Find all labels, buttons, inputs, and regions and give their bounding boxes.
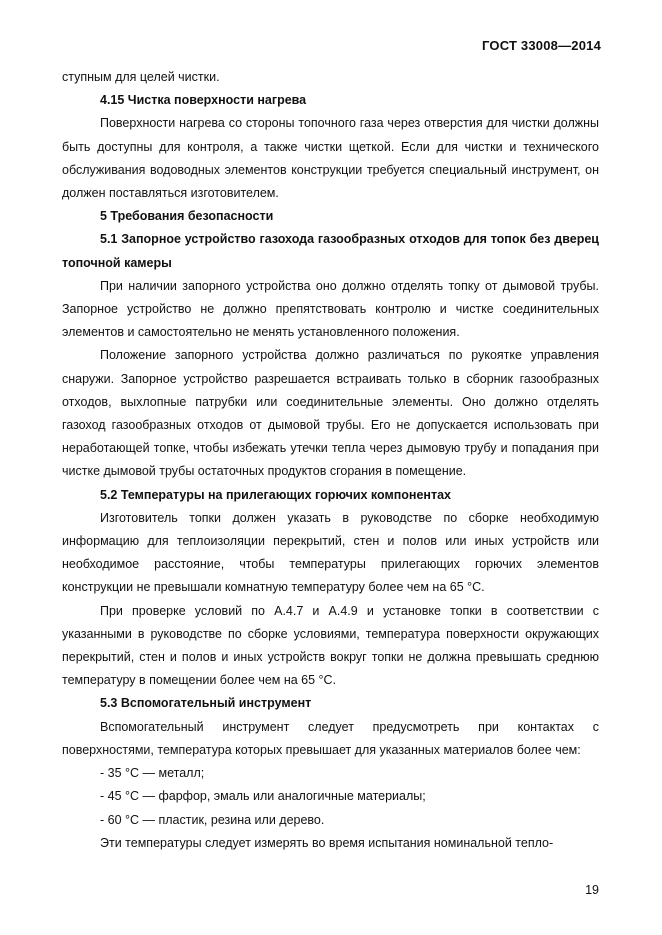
section-heading-5-2: 5.2 Температуры на прилегающих горючих компонентах (100, 487, 452, 502)
paragraph: При проверке условий по А.4.7 и А.4.9 и установке топки в соответствии с указанными в руководстве по сборке условиями, температура поверхности окружающих перекрытий, стен и полов и иных устройств вокруг топки не должна превышать среднюю температуру в помещении более чем на 65 °С. (62, 603, 599, 688)
section-heading-5-1: 5.1 Запорное устройство газохода газообразных отходов для топок без дверец топочной камеры (62, 232, 599, 270)
paragraph: Положение запорного устройства должно различаться по рукоятке управления снаружи. Запорное устройство разрешается встраивать только в сборник газообразных отходов, выхлопные патрубки или соединительные элементы. Оно должно отделять газоход газообразных отходов от дымовой трубы. Его не допускается использовать при неработающей топке, чтобы избежать утечки тепла через дымовую трубу и попадания при чистке дымовой трубы остаточных продуктов сгорания в помещение. (62, 348, 599, 479)
list-item: - 45 °С — фарфор, эмаль или аналогичные материалы; (100, 789, 426, 804)
paragraph: Изготовитель топки должен указать в руководстве по сборке необходимую информацию для теплоизоляции перекрытий, стен и полов или иных устройств или необходимое расстояние, чтобы температуры прилегающих горючих элементов конструкции не превышали комнатную температуру более чем на 65 °С. (62, 510, 599, 595)
paragraph: Эти температуры следует измерять во время испытания номинальной тепло- (100, 835, 554, 850)
list-item: - 60 °С — пластик, резина или дерево. (100, 812, 325, 827)
continuation-text: ступным для целей чистки. (62, 70, 220, 84)
paragraph: Вспомогательный инструмент следует предусмотреть при контактах с поверхностями, температура которых превышает для указанных материалов более чем: (62, 719, 599, 757)
page-number: 19 (585, 883, 599, 897)
paragraph: При наличии запорного устройства оно должно отделять топку от дымовой трубы. Запорное устройство не должно препятствовать контролю и чистке соединительных элементов и самостоятельно не менять установленного положения. (62, 278, 599, 340)
section-heading-4-15: 4.15 Чистка поверхности нагрева (100, 93, 307, 108)
section-heading-5-3: 5.3 Вспомогательный инструмент (100, 696, 312, 711)
section-heading-5: 5 Требования безопасности (100, 209, 274, 224)
standard-designation: ГОСТ 33008—2014 (482, 38, 601, 53)
list-item: - 35 °С — металл; (100, 766, 205, 781)
document-body (62, 66, 599, 855)
paragraph: Поверхности нагрева со стороны топочного газа через отверстия для чистки должны быть доступны для контроля, а также чистки щеткой. Если для чистки и технического обслуживания водоводных элементов конструкции требуется специальный инструмент, он должен поставляться изготовителем. (62, 116, 599, 201)
